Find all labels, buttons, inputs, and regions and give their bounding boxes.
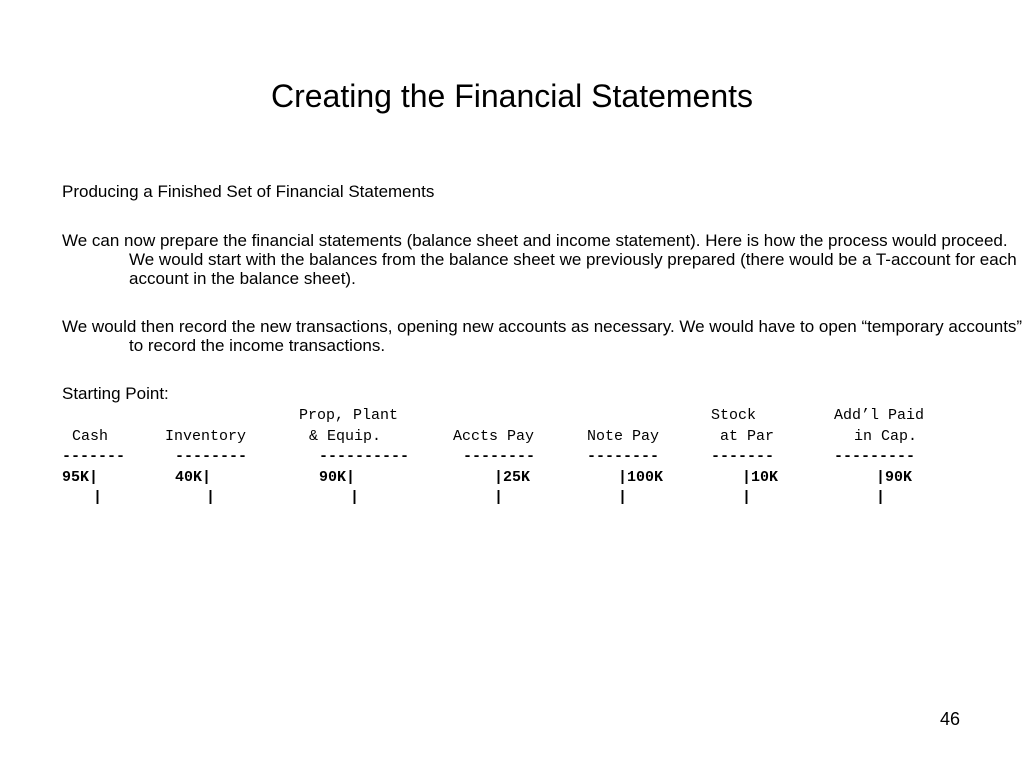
inventory-stem: |	[206, 489, 216, 506]
page-number: 46	[940, 709, 961, 729]
note-pay-rule: --------	[587, 448, 660, 465]
paragraph-prepare-statements: We can now prepare the financial statements (balance sheet and income statement). Here is how the process would proceed. We would start with the balances from the balance sheet we previously prepared (there would be a T-account for each account in the balance sheet).	[62, 231, 1017, 288]
stock-rule: -------	[711, 448, 775, 465]
accts-pay-stem: |	[494, 489, 504, 506]
at-par-header: at Par	[720, 427, 775, 445]
accts-pay-header: Accts Pay	[453, 427, 535, 445]
addl-paid-header: Add’l Paid	[834, 407, 925, 424]
equip-rule: ----------	[319, 448, 410, 465]
cash-rule: -------	[62, 448, 126, 465]
inventory-rule: --------	[175, 448, 248, 465]
cash-header: Cash	[72, 427, 109, 445]
stock-balance: |10K	[742, 468, 779, 486]
note-pay-balance: |100K	[618, 468, 664, 486]
equip-stem: |	[350, 489, 360, 506]
addl-paid-stem: |	[876, 489, 886, 506]
inventory-balance: 40K|	[175, 468, 212, 486]
starting-point-label: Starting Point:	[62, 384, 169, 403]
slide-title: Creating the Financial Statements	[270, 78, 754, 114]
equip-header: & Equip.	[309, 427, 382, 445]
note-pay-stem: |	[618, 489, 628, 506]
note-pay-header: Note Pay	[587, 427, 660, 445]
addl-paid-rule: ---------	[834, 448, 916, 465]
cash-balance: 95K|	[62, 468, 99, 486]
stock-header: Stock	[711, 407, 757, 424]
addl-paid-balance: |90K	[876, 468, 913, 486]
accts-pay-balance: |25K	[494, 468, 531, 486]
paragraph-record-transactions: We would then record the new transactions, opening new accounts as necessary. We would have to open “temporary accounts” to record the income transactions.	[62, 317, 1023, 355]
accts-pay-rule: --------	[463, 448, 536, 465]
inventory-header: Inventory	[165, 427, 247, 445]
in-cap-header: in Cap.	[854, 427, 918, 445]
equip-balance: 90K|	[319, 468, 356, 486]
cash-stem: |	[93, 489, 103, 506]
prop-plant-header: Prop, Plant	[299, 407, 399, 424]
slide-subtitle: Producing a Finished Set of Financial Statements	[62, 182, 435, 201]
stock-stem: |	[742, 489, 752, 506]
